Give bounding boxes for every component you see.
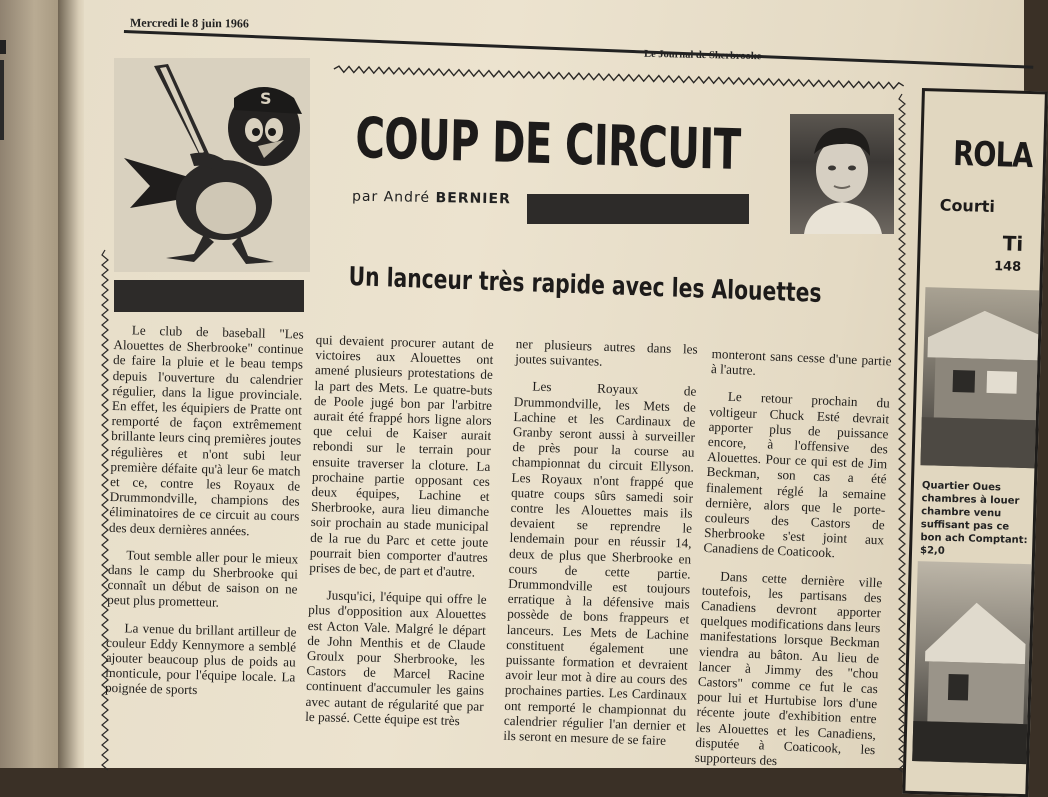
house-photo [912, 561, 1032, 764]
paragraph: monteront sans cesse d'une partie à l'autre. [710, 346, 892, 379]
adjacent-page-ink [0, 40, 6, 54]
article-column-1 [105, 322, 304, 712]
adjacent-page [0, 0, 58, 768]
paragraph: Les Royaux de Drummondville, les Mets de Lachine et les Cardinaux de Granby seront aussi à surveiller de près pour la course au championnat du circuit Ellyson. Les Royaux n'ont frappé que quatre coups sûrs samedi soir contre les Alouettes mais ils devaient se reprendre le lendemain pour en réussir 14, deux de plus que Sherbrooke en cours de cette partie. Drummondville est toujours erratique à la défensive mais possède de bons frappeurs et lanceurs. Les Mets de Lachine constituent également une puissante formation et devraient avoir leur mot à dire au cours des prochaines parties. Les Cardinaux ont remporté le championnat du calendrier régulier l'an dernier et ils seront en mesure de se faire [503, 378, 697, 748]
paragraph: ner plusieurs autres dans les joutes suivantes. [515, 336, 698, 369]
ad-number: 148 [993, 259, 1022, 275]
mascot-caption-bar [114, 280, 304, 312]
byline-prefix: par André [351, 188, 431, 206]
real-estate-ad [902, 88, 1048, 797]
paragraph: Le club de baseball "Les Alouettes de Sherbrooke" continue de faire la pluie et le beau temps depuis l'ouverture du calendrier régulier, dans la ligue provinciale. En effet, les équipiers de Pratte ont remporté de façon extrêmement brillante leurs cinq premières joutes régulières et n'ont subi leur première défaite qu'à leur 6e match et ce, contre les Royaux de Drummondville, champions des éliminatoires de ce circuit au cours des deux dernières années. [108, 322, 304, 539]
house-photo [920, 287, 1039, 468]
ad-text: Quartier Oues chambres à louer chambre venu suffisant pas ce bon ach Comptant: $2,0 [919, 480, 1028, 557]
newspaper-page [84, 0, 1033, 769]
paragraph: Le retour prochain du voltigeur Chuck Esté devrait apporter plus de puissance encore, à l'offensive des Alouettes. Pour ce qui est de Jim Beckman, son cas a été finalement réglé la semaine dernière, alors que le porte-couleurs des Castors de Sherbrooke s'est joint aux Canadiens de Coaticook. [703, 389, 891, 561]
article-column-2 [305, 332, 494, 741]
paragraph: qui devaient procurer autant de victoires aux Alouettes ont amené plusieurs protestations de la part des Mets. Le quatre-buts de Poole jugé bon par l'arbitre aurait été frappé hors ligne alors que celui de Kaiser aurait rebondi sur le terrain pour ensuite traverser la cloture. La prochaine partie opposant ces deux équipes, Lachine et Sherbrooke, aura lieu dimanche soir prochain au stade municipal de la rue du Parc et cette joute pourrait bien comporter d'autres prises de bec, de part et d'autre. [309, 332, 494, 580]
page-gutter [58, 0, 84, 768]
ad-title: ROLA [952, 133, 1033, 177]
paragraph: Jusqu'ici, l'équipe qui offre le plus d'opposition aux Alouettes est Acton Vale. Malgré le départ de John Menthis et de Claude Groulx pour Sherbrooke, les Castors de Marcel Racine continuent d'accumuler les gains avec autant de régularité que par le passé. Cette équipe est très [305, 587, 487, 729]
zigzag-border-top [334, 66, 904, 89]
byline [352, 189, 511, 208]
paragraph: Dans cette dernière ville toutefois, les partisans des Canadiens devront apporter quelques modifications dans leurs manifestations lorsque Beckman viendra au bâton. Au lieu de lancer à Jimmy des "chou Castors" comme ce fut le cas pour lui et Hurtubise lors d'une récente joute d'exhibition entre les Alouettes et les Canadiens, disputée à Coaticook, les supporteurs des [694, 568, 883, 769]
paragraph: Tout semble aller pour le mieux dans le camp du Sherbrooke qui connaît un début de saison on ne peut plus prometteur. [107, 547, 299, 611]
page-date: Mercredi le 8 juin 1966 [129, 15, 249, 31]
zigzag-border-right [899, 94, 905, 774]
article-column-3 [503, 336, 698, 761]
article [84, 0, 1024, 768]
article-title: COUP DE CIRCUIT [354, 106, 741, 184]
svg-text:S: S [260, 89, 272, 108]
author-portrait-photo [790, 114, 894, 234]
article-subtitle: Un lanceur très rapide avec les Alouettes [348, 262, 822, 309]
bird-mascot-illustration [114, 58, 310, 272]
journal-name: Le Journal de Sherbrooke [643, 48, 762, 63]
article-column-4 [694, 346, 892, 784]
byline-name: BERNIER [435, 190, 511, 208]
ad-subtitle: Courti [939, 195, 996, 217]
adjacent-page-ink [0, 60, 4, 140]
paragraph: La venue du brillant artilleur de couleur Eddy Kennymore a semblé ajouter beaucoup plus de poids au monticule, pour l'équipe locale. La poignée de sports [104, 620, 297, 698]
byline-bar [527, 194, 749, 224]
ad-line: Ti [1002, 231, 1024, 256]
